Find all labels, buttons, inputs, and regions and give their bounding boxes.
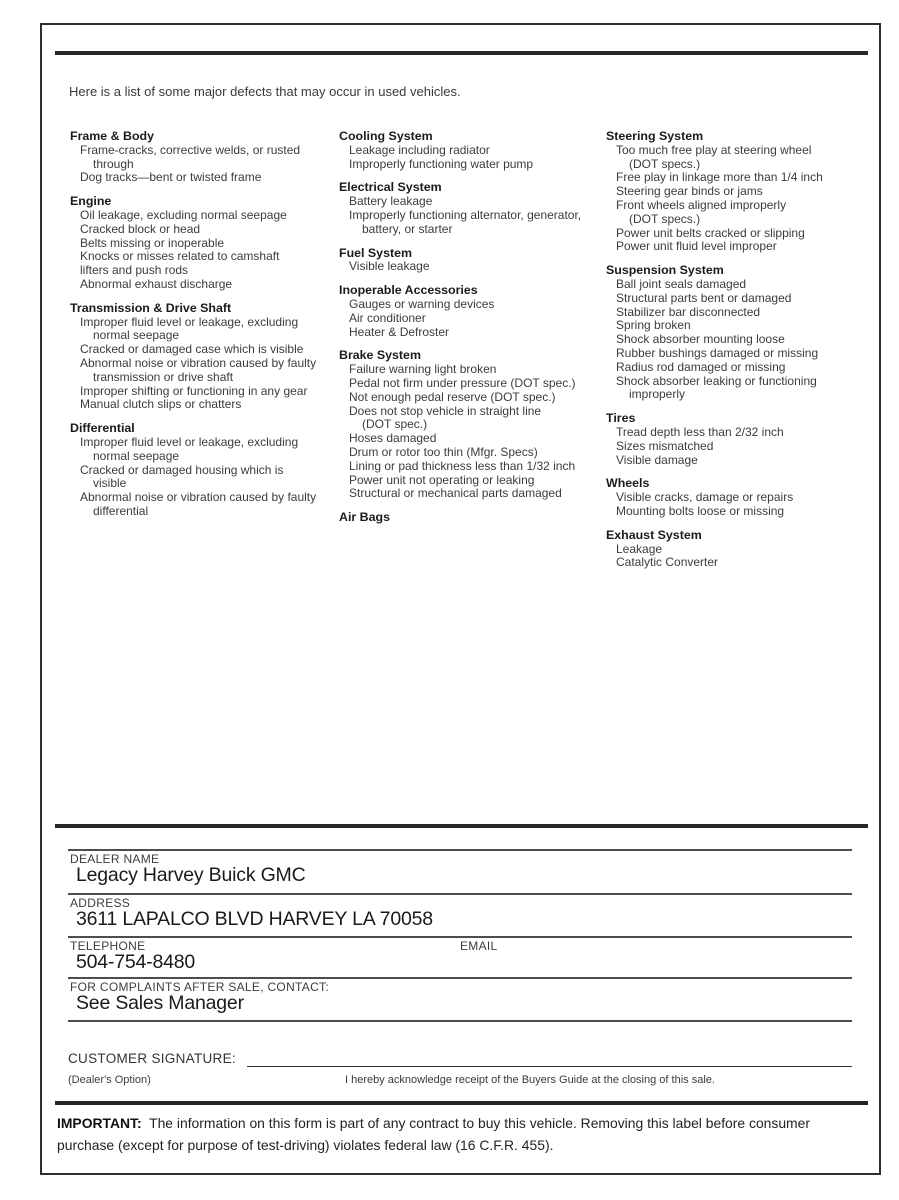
defect-line: Structural parts bent or damaged [616,290,792,305]
address-value: 3611 LAPALCO BLVD HARVEY LA 70058 [76,908,433,930]
defect-line: Structural or mechanical parts damaged [349,486,562,501]
defect-line: Stabilizer bar disconnected [616,304,761,319]
defect-section [70,422,338,519]
defect-section-title: Air Bags [339,510,390,525]
defect-section-title: Wheels [606,476,650,491]
complaints-contact-value: See Sales Manager [76,992,244,1014]
defect-section-title: Brake System [339,348,421,363]
defect-line: Not enough pedal reserve (DOT spec.) [349,389,556,404]
defect-line: Spring broken [616,318,691,333]
defect-line: Belts missing or inoperable [80,235,225,250]
important-notice [57,1112,857,1156]
defect-line: Abnormal noise or vibration caused by faulty [80,490,317,505]
defect-line: normal seepage [93,448,180,463]
defect-line: Does not stop vehicle in straight line [349,403,542,418]
defect-section [606,264,872,402]
form-line [68,1020,852,1022]
defect-line: Leakage including radiator [349,142,490,157]
defect-column-3 [606,130,872,570]
defect-line: Cracked block or head [80,221,201,236]
defect-line: Power unit not operating or leaking [349,472,535,487]
defect-line: Visible leakage [349,259,430,274]
defect-line: battery, or starter [362,221,453,236]
defect-line: Rubber bushings damaged or missing [616,345,819,360]
defect-line: Power unit belts cracked or slipping [616,225,805,240]
defect-line: (DOT spec.) [362,417,428,432]
defect-column-1 [70,130,338,519]
defect-section [339,181,601,236]
defect-line: Ball joint seals damaged [616,276,747,291]
defect-line: Mounting bolts loose or missing [616,503,785,518]
defect-section-title: Exhaust System [606,527,702,542]
defect-line: Improper fluid level or leakage, excluding [80,434,299,449]
defect-section [606,477,872,518]
defect-line: improperly [629,387,686,402]
defect-section [606,130,872,254]
defect-line: Manual clutch slips or chatters [80,397,242,412]
defect-section-title: Suspension System [606,263,724,278]
defect-line: Battery leakage [349,194,433,209]
form-line [68,849,852,851]
customer-signature-label: CUSTOMER SIGNATURE: [68,1051,236,1066]
defect-line: Tread depth less than 2/32 inch [616,424,784,439]
defect-line: Improperly functioning alternator, generator, [349,207,582,222]
defect-line: Power unit fluid level improper [616,239,777,254]
defect-line: Cracked or damaged case which is visible [80,342,304,357]
defect-section-title: Frame & Body [70,129,154,143]
dealer-name-value: Legacy Harvey Buick GMC [76,864,306,886]
defect-section [70,302,338,412]
defect-section-title: Engine [70,194,112,209]
defect-line: Improper shifting or functioning in any gear [80,383,308,398]
form-line [68,893,852,895]
defect-line: Visible damage [616,452,698,467]
defect-line: Air conditioner [349,310,426,325]
defect-section [70,195,338,292]
defect-line: (DOT specs.) [629,211,701,226]
defect-section-title: Tires [606,411,636,426]
defect-line: Steering gear binds or jams [616,184,763,199]
telephone-value: 504-754-8480 [76,951,196,973]
defect-line: Failure warning light broken [349,362,497,377]
defect-line: visible [93,476,127,491]
defect-line: Frame-cracks, corrective welds, or rusted [80,142,301,157]
customer-signature-line [247,1066,852,1067]
defect-line: Visible cracks, damage or repairs [616,490,794,505]
important-text: The information on this form is part of any contract to buy this vehicle. Removing this label before consumer purchase (except for purpose of test-driving) violates federal law (16 C.F.R. 455). [57,1115,810,1153]
defect-section-title: Inoperable Accessories [339,283,478,298]
defect-line: Sizes mismatched [616,438,714,453]
address-label: ADDRESS [70,896,131,910]
defect-line: through [93,156,134,171]
defect-line: Shock absorber leaking or functioning [616,373,817,388]
defect-section [339,511,601,525]
dealer-name-label: DEALER NAME [70,852,160,866]
defect-line: Cracked or damaged housing which is [80,462,284,477]
defects-intro-text: Here is a list of some major defects that may occur in used vehicles. [69,84,461,99]
defect-line: Shock absorber mounting loose [616,332,785,347]
defect-line: Knocks or misses related to camshaft [80,249,280,264]
defect-line: Oil leakage, excluding normal seepage [80,207,287,222]
defect-section [70,130,338,185]
important-label: IMPORTANT: [57,1115,142,1131]
defect-line: Abnormal noise or vibration caused by faulty [80,355,317,370]
defect-section [339,349,601,501]
important-divider-rule [55,1101,868,1105]
defect-line: Improper fluid level or leakage, excluding [80,314,299,329]
defect-line: Pedal not firm under pressure (DOT spec.) [349,375,576,390]
defect-line: normal seepage [93,328,180,343]
defect-line: Free play in linkage more than 1/4 inch [616,170,823,185]
form-divider-rule [55,824,868,828]
defect-line: Too much free play at steering wheel [616,142,812,157]
defect-line: Gauges or warning devices [349,296,495,311]
defect-section-title: Differential [70,421,135,436]
defect-section-title: Cooling System [339,129,433,143]
defect-section-title: Steering System [606,129,704,143]
defect-section [606,412,872,467]
defect-line: Improperly functioning water pump [349,156,534,171]
form-line [68,936,852,938]
defect-line: Dog tracks—bent or twisted frame [80,170,262,185]
defect-section [606,529,872,570]
defect-line: Drum or rotor too thin (Mfgr. Specs) [349,444,538,459]
defect-section [339,284,601,339]
form-line [68,977,852,979]
acknowledgement-text: I hereby acknowledge receipt of the Buyers Guide at the closing of this sale. [345,1074,715,1086]
defect-line: Abnormal exhaust discharge [80,276,233,291]
defect-line: Heater & Defroster [349,324,450,339]
defect-line: Lining or pad thickness less than 1/32 inch [349,458,576,473]
dealers-option-note: (Dealer's Option) [68,1074,151,1086]
defect-line: Front wheels aligned improperly [616,197,787,212]
defect-line: Catalytic Converter [616,555,719,570]
defect-line: lifters and push rods [80,263,189,278]
telephone-label: TELEPHONE [70,939,146,953]
defect-section [339,247,601,275]
defect-column-2 [339,130,601,525]
defect-line: differential [93,503,149,518]
email-label: EMAIL [460,939,498,953]
top-divider-rule [55,51,868,55]
defect-line: Leakage [616,541,663,556]
defect-section-title: Electrical System [339,180,442,195]
defect-line: transmission or drive shaft [93,369,234,384]
defect-section-title: Transmission & Drive Shaft [70,300,232,315]
defect-section [339,130,601,171]
defect-section-title: Fuel System [339,245,412,260]
defect-line: Hoses damaged [349,431,437,446]
complaints-contact-label: FOR COMPLAINTS AFTER SALE, CONTACT: [70,980,329,994]
defect-line: (DOT specs.) [629,156,701,171]
defect-line: Radius rod damaged or missing [616,359,786,374]
